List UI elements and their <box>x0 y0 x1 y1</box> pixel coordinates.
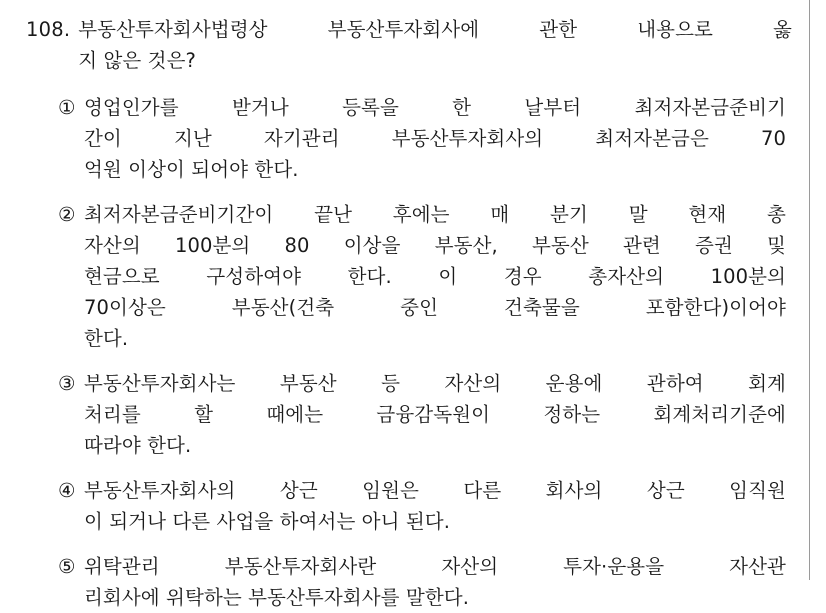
choice-line: 간이 지난 자기관리 부동산투자회사의 최저자본금은 70 <box>84 127 786 150</box>
choice-marker: ② <box>58 203 76 226</box>
question-line: 부동산투자회사법령상 부동산투자회사에 관한 내용으로 옳 <box>78 18 792 41</box>
choice-line: 현금으로 구성하여야 한다. 이 경우 총자산의 100분의 <box>84 265 786 288</box>
choice-line: 처리를 할 때에는 금융감독원이 정하는 회계처리기준에 <box>84 403 786 426</box>
choice-marker: ⑤ <box>58 555 76 578</box>
choice-line: 억원 이상이 되어야 한다. <box>84 158 299 181</box>
choice-list <box>0 92 826 613</box>
choice-line: 부동산투자회사는 부동산 등 자산의 운용에 관하여 회계 <box>84 372 786 395</box>
choice-text <box>84 199 786 354</box>
choice-line: 부동산투자회사의 상근 임원은 다른 회사의 상근 임직원 <box>84 479 786 502</box>
choice-text <box>84 475 786 537</box>
choice-marker: ① <box>58 96 76 119</box>
choice-line: 자산의 100분의 80 이상을 부동산, 부동산 관련 증권 및 <box>84 234 786 257</box>
list-item[interactable] <box>58 368 786 461</box>
list-item[interactable] <box>58 92 786 185</box>
choice-line: 리회사에 위탁하는 부동산투자회사를 말한다. <box>84 586 469 609</box>
list-item[interactable] <box>58 551 786 613</box>
question-text <box>78 14 792 76</box>
question-block <box>0 14 826 76</box>
choice-line: 한다. <box>84 327 129 350</box>
choice-marker: ③ <box>58 372 76 395</box>
choice-line: 70이상은 부동산(건축 중인 건축물을 포함한다)이어야 <box>84 296 786 319</box>
page-edge-rule <box>809 0 810 580</box>
choice-line: 최저자본금준비기간이 끝난 후에는 매 분기 말 현재 총 <box>84 203 786 226</box>
choice-line: 위탁관리 부동산투자회사란 자산의 투자·운용을 자산관 <box>84 555 786 578</box>
choice-marker: ④ <box>58 479 76 502</box>
choice-text <box>84 551 786 613</box>
question-line: 지 않은 것은? <box>78 49 196 72</box>
list-item[interactable] <box>58 475 786 537</box>
list-item[interactable] <box>58 199 786 354</box>
choice-line: 영업인가를 받거나 등록을 한 날부터 최저자본금준비기 <box>84 96 786 119</box>
choice-line: 따라야 한다. <box>84 434 192 457</box>
choice-text <box>84 368 786 461</box>
choice-line: 이 되거나 다른 사업을 하여서는 아니 된다. <box>84 510 451 533</box>
question-number: 108. <box>26 18 71 41</box>
choice-text <box>84 92 786 185</box>
